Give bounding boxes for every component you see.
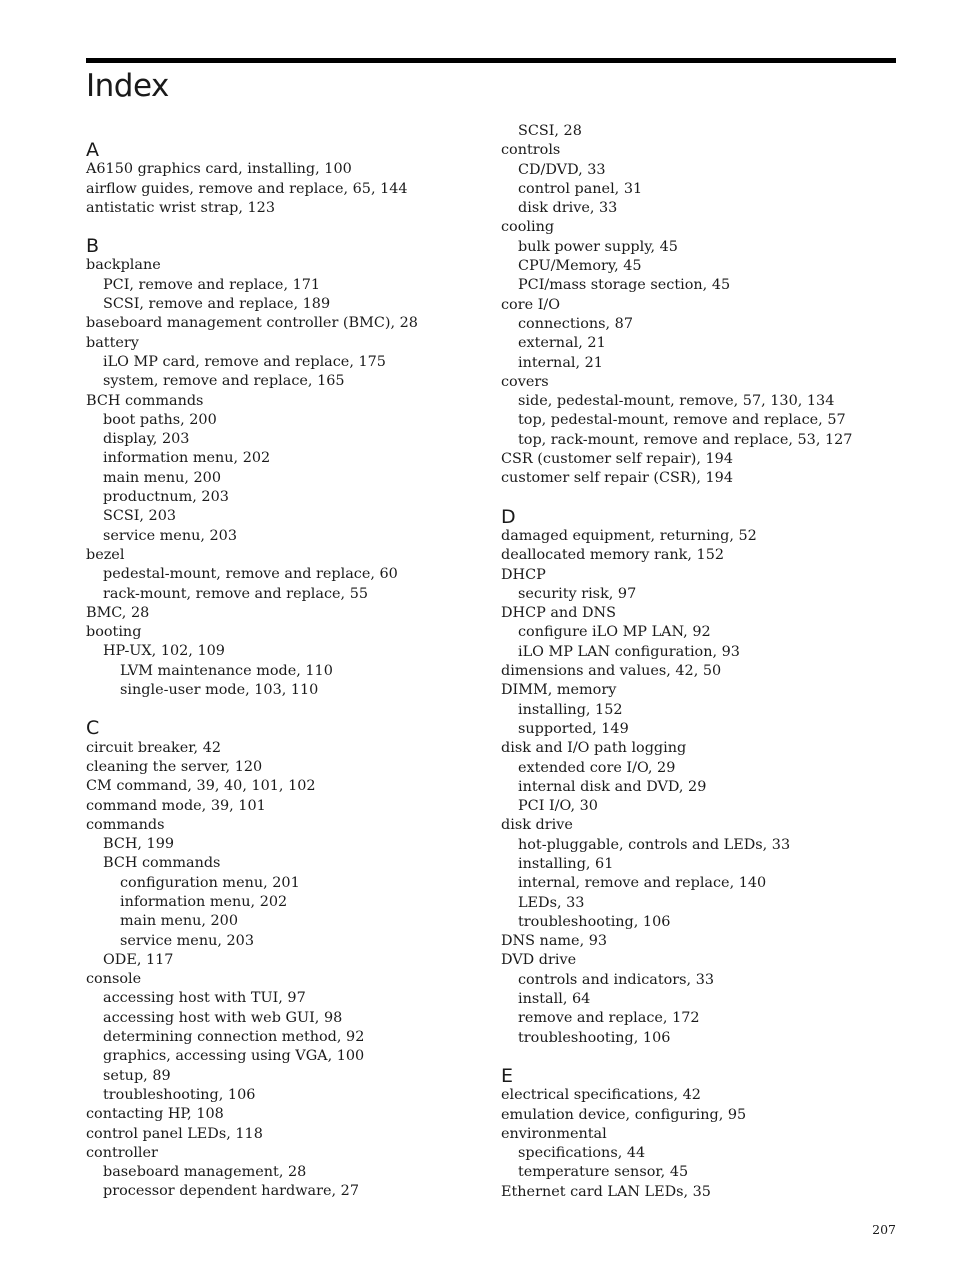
index-subentry: controls and indicators, 33 — [518, 971, 715, 988]
index-entry: control panel LEDs, 118 — [86, 1125, 263, 1142]
index-entry: backplane — [86, 257, 161, 274]
index-entry: electrical specifications, 42 — [501, 1087, 701, 1104]
index-subentry: PCI, remove and replace, 171 — [103, 276, 321, 293]
section-letter: D — [501, 505, 516, 528]
index-subentry: pedestal-mount, remove and replace, 60 — [103, 566, 398, 583]
index-subentry: remove and replace, 172 — [518, 1010, 700, 1027]
index-subentry: determining connection method, 92 — [103, 1029, 365, 1046]
index-subentry: side, pedestal-mount, remove, 57, 130, 134 — [518, 393, 835, 410]
index-entry: contacting HP, 108 — [86, 1106, 224, 1123]
index-subentry: troubleshooting, 106 — [518, 1029, 671, 1046]
index-subentry: iLO MP card, remove and replace, 175 — [103, 353, 386, 370]
index-subentry: troubleshooting, 106 — [103, 1086, 256, 1103]
index-subentry: accessing host with web GUI, 98 — [103, 1009, 343, 1026]
index-entry: cooling — [501, 219, 555, 236]
index-subentry: CPU/Memory, 45 — [518, 258, 642, 275]
index-subentry: troubleshooting, 106 — [518, 913, 671, 930]
index-entry: DIMM, memory — [501, 682, 617, 699]
index-subentry: top, pedestal-mount, remove and replace, 57 — [518, 412, 846, 429]
index-subentry: temperature sensor, 45 — [518, 1164, 689, 1181]
index-subentry: setup, 89 — [103, 1067, 171, 1084]
index-subentry: service menu, 203 — [103, 527, 237, 544]
index-entry: bezel — [86, 546, 125, 563]
index-subentry: PCI/mass storage section, 45 — [518, 277, 731, 294]
index-subentry: bulk power supply, 45 — [518, 238, 678, 255]
index-subentry: ODE, 117 — [103, 951, 174, 968]
index-entry: deallocated memory rank, 152 — [501, 547, 725, 564]
index-subentry: security risk, 97 — [518, 585, 637, 602]
index-subentry: SCSI, 28 — [518, 123, 582, 139]
section-letter: A — [86, 139, 99, 161]
index-entry: environmental — [501, 1125, 607, 1142]
index-subentry: iLO MP LAN configuration, 93 — [518, 643, 740, 660]
index-subentry: system, remove and replace, 165 — [103, 373, 345, 390]
header-rule — [86, 58, 896, 63]
index-subentry: main menu, 200 — [120, 913, 238, 930]
index-entry: controller — [86, 1144, 158, 1161]
index-column-left — [86, 141, 486, 1202]
index-entry: damaged equipment, returning, 52 — [501, 527, 757, 544]
index-subentry: accessing host with TUI, 97 — [103, 990, 306, 1007]
index-subentry: connections, 87 — [518, 315, 633, 332]
index-subentry: single-user mode, 103, 110 — [120, 682, 319, 699]
index-entry: CSR (customer self repair), 194 — [501, 451, 733, 468]
index-subentry: LEDs, 33 — [518, 894, 585, 911]
section-letter: C — [86, 717, 100, 740]
index-subentry: productnum, 203 — [103, 489, 229, 506]
index-entry: Ethernet card LAN LEDs, 35 — [501, 1183, 711, 1200]
index-entry: covers — [501, 373, 549, 390]
index-entry: airflow guides, remove and replace, 65, 144 — [86, 180, 408, 197]
index-subentry: CD/DVD, 33 — [518, 161, 606, 178]
index-subentry: boot paths, 200 — [103, 411, 217, 428]
index-entry: DVD drive — [501, 952, 577, 969]
page-number: 207 — [872, 1222, 896, 1237]
section-letter: E — [501, 1064, 514, 1087]
index-subentry: disk drive, 33 — [518, 200, 618, 217]
section-letter: B — [86, 235, 100, 258]
index-subentry: SCSI, 203 — [103, 508, 177, 525]
index-subentry: control panel, 31 — [518, 180, 643, 197]
index-entry: antistatic wrist strap, 123 — [86, 199, 275, 216]
index-entry: circuit breaker, 42 — [86, 739, 222, 756]
index-entry: CM command, 39, 40, 101, 102 — [86, 778, 316, 795]
index-subentry: internal disk and DVD, 29 — [518, 778, 707, 795]
index-subentry: external, 21 — [518, 335, 606, 352]
index-subentry: graphics, accessing using VGA, 100 — [103, 1048, 365, 1065]
index-entry: command mode, 39, 101 — [86, 797, 266, 814]
index-subentry: display, 203 — [103, 431, 190, 448]
index-entry: customer self repair (CSR), 194 — [501, 470, 733, 487]
index-entry: A6150 graphics card, installing, 100 — [86, 161, 352, 178]
page-title: Index — [86, 68, 169, 104]
index-entry: baseboard management controller (BMC), 28 — [86, 315, 418, 332]
index-subentry: processor dependent hardware, 27 — [103, 1183, 359, 1200]
index-subentry: configure iLO MP LAN, 92 — [518, 624, 711, 641]
index-subentry: HP-UX, 102, 109 — [103, 643, 225, 660]
index-subentry: SCSI, remove and replace, 189 — [103, 296, 331, 313]
index-entry: DHCP and DNS — [501, 605, 616, 622]
index-subentry: BCH, 199 — [103, 836, 175, 853]
index-subentry: installing, 152 — [518, 701, 623, 718]
index-subentry: rack-mount, remove and replace, 55 — [103, 585, 369, 602]
index-subentry: extended core I/O, 29 — [518, 759, 676, 776]
index-subentry: BCH commands — [103, 855, 221, 872]
index-subentry: main menu, 200 — [103, 469, 221, 486]
index-subentry: supported, 149 — [518, 720, 629, 737]
index-subentry: internal, remove and replace, 140 — [518, 875, 767, 892]
index-subentry: LVM maintenance mode, 110 — [120, 662, 333, 679]
index-entry: disk and I/O path logging — [501, 740, 687, 757]
index-entry: core I/O — [501, 296, 561, 313]
index-subentry: information menu, 202 — [103, 450, 271, 467]
index-entry: BCH commands — [86, 392, 204, 409]
index-subentry: PCI I/O, 30 — [518, 798, 598, 815]
index-subentry: configuration menu, 201 — [120, 874, 300, 891]
index-entry: DHCP — [501, 566, 546, 583]
index-entry: disk drive — [501, 817, 573, 834]
index-entry: commands — [86, 816, 165, 833]
index-entry: cleaning the server, 120 — [86, 758, 263, 775]
index-subentry: internal, 21 — [518, 354, 603, 371]
index-column-right — [501, 122, 901, 1202]
index-subentry: baseboard management, 28 — [103, 1164, 307, 1181]
index-subentry: top, rack-mount, remove and replace, 53, 127 — [518, 431, 853, 448]
index-entry: dimensions and values, 42, 50 — [501, 663, 722, 680]
index-subentry: installing, 61 — [518, 855, 614, 872]
index-entry: BMC, 28 — [86, 604, 150, 621]
index-subentry: hot-pluggable, controls and LEDs, 33 — [518, 836, 791, 853]
index-entry: emulation device, configuring, 95 — [501, 1106, 747, 1123]
index-entry: DNS name, 93 — [501, 933, 608, 950]
index-subentry: service menu, 203 — [120, 932, 254, 949]
index-subentry: information menu, 202 — [120, 893, 288, 910]
index-entry: battery — [86, 334, 139, 351]
index-entry: controls — [501, 142, 561, 159]
index-entry: booting — [86, 624, 142, 641]
index-subentry: install, 64 — [518, 991, 591, 1008]
index-subentry: specifications, 44 — [518, 1145, 646, 1162]
index-entry: console — [86, 971, 142, 988]
